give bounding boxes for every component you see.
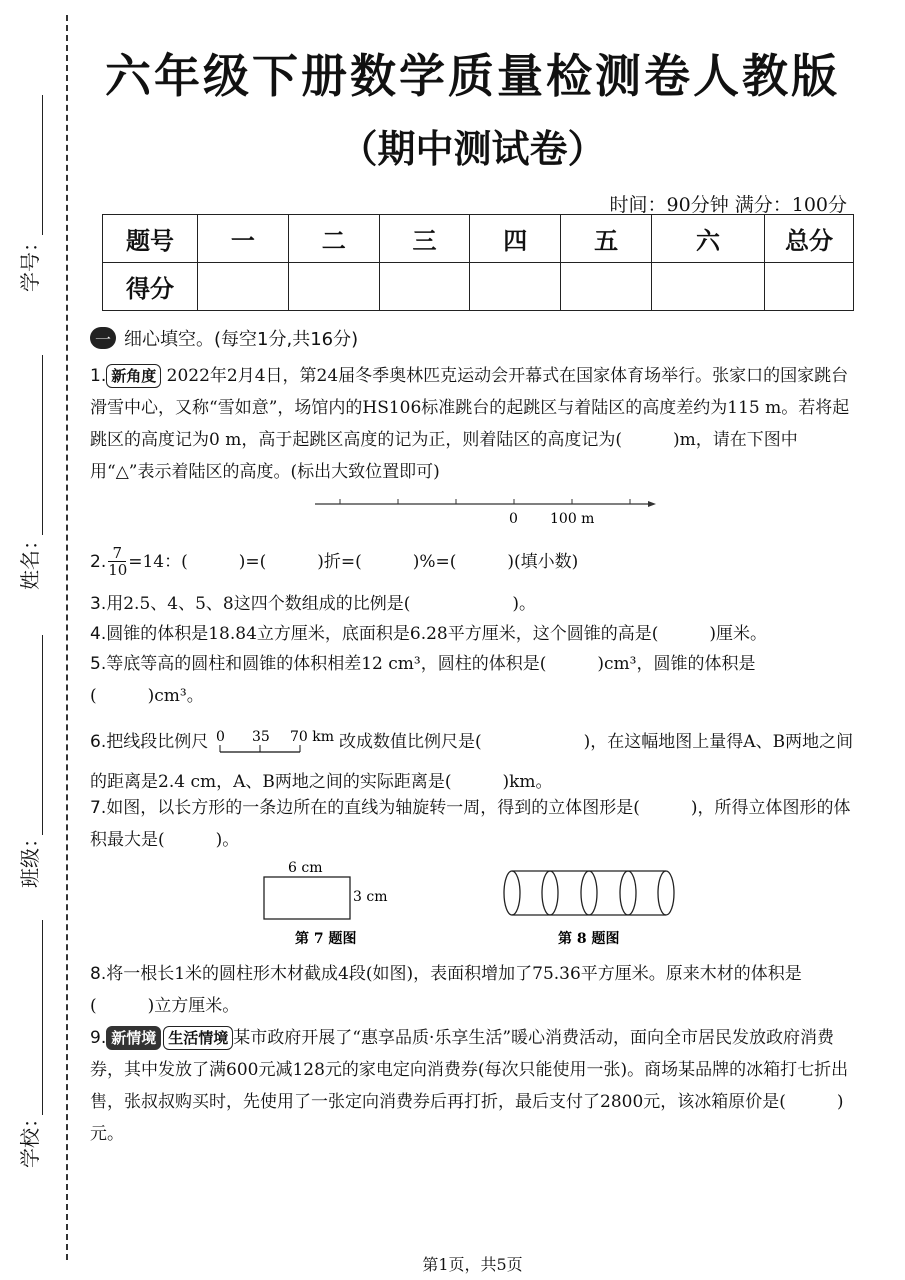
tick-label-100m: 100 m (550, 511, 595, 527)
score-cell[interactable] (198, 263, 289, 311)
question-number: 2. (90, 551, 107, 572)
tag-new-scenario: 新情境 (106, 1026, 161, 1050)
score-table-score-row (103, 263, 854, 311)
class-label: 班级： (18, 828, 42, 888)
student-id-label: 学号： (18, 232, 42, 292)
question-text: 改成数值比例尺是( )，在这幅地图上量得A、B两地之间的距离是2.4 cm，A、B两地之间的实际距离是( )km。 (90, 732, 854, 792)
question-text: 某市政府开展了“惠享品质·乐享生活”暖心消费活动，面向全市居民发放政府消费券，其中发放了满600元减128元的家电定向消费券(每次只能使用一张)。商场某品牌的冰箱打七折出售，张叔叔购买时，先使用了一张定向消费券后再打折，最后支付了2800元，该冰箱原价是( )元。 (90, 1028, 849, 1144)
question-number: 6. (90, 732, 107, 752)
question-text: 如图，以长方形的一条边所在的直线为轴旋转一周，得到的立体图形是( )，所得立体图形的体积最大是( )。 (90, 798, 851, 850)
question-text: 用2.5、4、5、8这四个数组成的比例是( )。 (106, 594, 536, 614)
section-badge: 一 (90, 327, 116, 349)
rectangle (264, 877, 350, 919)
score-header-cell: 一 (198, 215, 289, 263)
score-cell[interactable] (765, 263, 854, 311)
score-cell[interactable] (379, 263, 470, 311)
tag-life-scenario: 生活情境 (163, 1026, 233, 1050)
section-1-heading (90, 325, 358, 351)
scale-label-70km: 70 km (289, 729, 334, 745)
question-2 (90, 545, 860, 578)
rect-width-label: 6 cm (288, 860, 323, 876)
exam-subtitle: （期中测试卷） (339, 126, 606, 171)
score-row-label: 得分 (103, 263, 198, 311)
score-table-header-row (103, 215, 854, 263)
q7-rectangle-figure (255, 855, 405, 950)
scale-label-0: 0 (215, 729, 225, 745)
fraction-numerator: 7 (112, 544, 122, 562)
score-cell[interactable] (561, 263, 652, 311)
score-header-cell: 二 (288, 215, 379, 263)
class-line (42, 635, 43, 835)
question-number: 1. (90, 366, 107, 386)
score-header-cell: 总分 (765, 215, 854, 263)
line-scale-bar (214, 730, 334, 756)
cylinder-end (658, 871, 674, 915)
cylinder-cut (542, 871, 558, 915)
question-text: 将一根长1米的圆柱形木材截成4段(如图)，表面积增加了75.36平方厘米。原来木材的体积是( )立方厘米。 (90, 964, 802, 1016)
question-text: 圆锥的体积是18.84立方厘米，底面积是6.28平方厘米，这个圆锥的高是( )厘米。 (106, 624, 768, 644)
tag-new-angle: 新角度 (106, 364, 161, 388)
question-7 (90, 792, 860, 856)
score-header-cell: 题号 (103, 215, 198, 263)
question-4 (90, 618, 860, 650)
name-label: 姓名： (18, 530, 42, 590)
rect-height-label: 3 cm (353, 889, 388, 905)
school-line (42, 920, 43, 1115)
binding-dashed-line (66, 15, 68, 1260)
score-header-cell: 六 (652, 215, 765, 263)
question-number: 5. (90, 654, 107, 674)
question-number: 7. (90, 798, 107, 818)
cylinder-cut (620, 871, 636, 915)
scale-label-35: 35 (251, 729, 270, 745)
score-cell[interactable] (470, 263, 561, 311)
question-9 (90, 1022, 860, 1150)
cylinder-cut (581, 871, 597, 915)
q8-cylinder-figure (500, 865, 685, 950)
question-3 (90, 588, 860, 620)
score-cell[interactable] (652, 263, 765, 311)
question-number: 4. (90, 624, 107, 644)
fraction-7-10 (108, 545, 126, 578)
tick-label-zero: 0 (509, 511, 518, 527)
question-text: 2022年2月4日，第24届冬季奥林匹克运动会开幕式在国家体育场举行。张家口的国家跳台滑雪中心，又称“雪如意”，场馆内的HS106标准跳台的起跳区与着陆区的高度差约为115 m。若将起跳区的高度记为0 m，高于起跳区高度的记为正，则着陆区的高度记为( )m，请在下图中用“△”表示着陆区的高度。(标出大致位置即可) (90, 366, 850, 482)
question-5 (90, 648, 860, 712)
question-6 (90, 722, 860, 802)
question-number: 9. (90, 1028, 107, 1048)
question-text: =14：( )=( )折=( )%=( )(填小数) (128, 551, 579, 572)
question-1 (90, 360, 860, 488)
question-text: 把线段比例尺 (106, 732, 209, 752)
score-cell[interactable] (288, 263, 379, 311)
score-header-cell: 五 (561, 215, 652, 263)
cylinder-cut (504, 871, 520, 915)
score-header-cell: 四 (470, 215, 561, 263)
section-1-title: 细心填空。(每空1分,共16分) (124, 329, 359, 350)
number-line-figure (310, 492, 660, 532)
q7-caption: 第 7 题图 (295, 931, 357, 947)
question-number: 8. (90, 964, 107, 984)
time-info: 时间：90分钟 满分：100分 (609, 194, 847, 216)
name-line (42, 355, 43, 535)
question-text: 等底等高的圆柱和圆锥的体积相差12 cm³，圆柱的体积是( )cm³，圆锥的体积是( )cm³。 (90, 654, 756, 706)
number-line-arrow (648, 501, 656, 507)
score-header-cell: 三 (379, 215, 470, 263)
q8-caption: 第 8 题图 (558, 931, 620, 947)
school-label: 学校： (18, 1108, 42, 1168)
page-footer: 第1页，共5页 (422, 1255, 523, 1274)
score-table (102, 214, 854, 311)
question-number: 3. (90, 594, 107, 614)
exam-title: 六年级下册数学质量检测卷人教版 (105, 49, 840, 103)
fraction-denominator: 10 (108, 561, 128, 579)
question-8 (90, 958, 860, 1022)
